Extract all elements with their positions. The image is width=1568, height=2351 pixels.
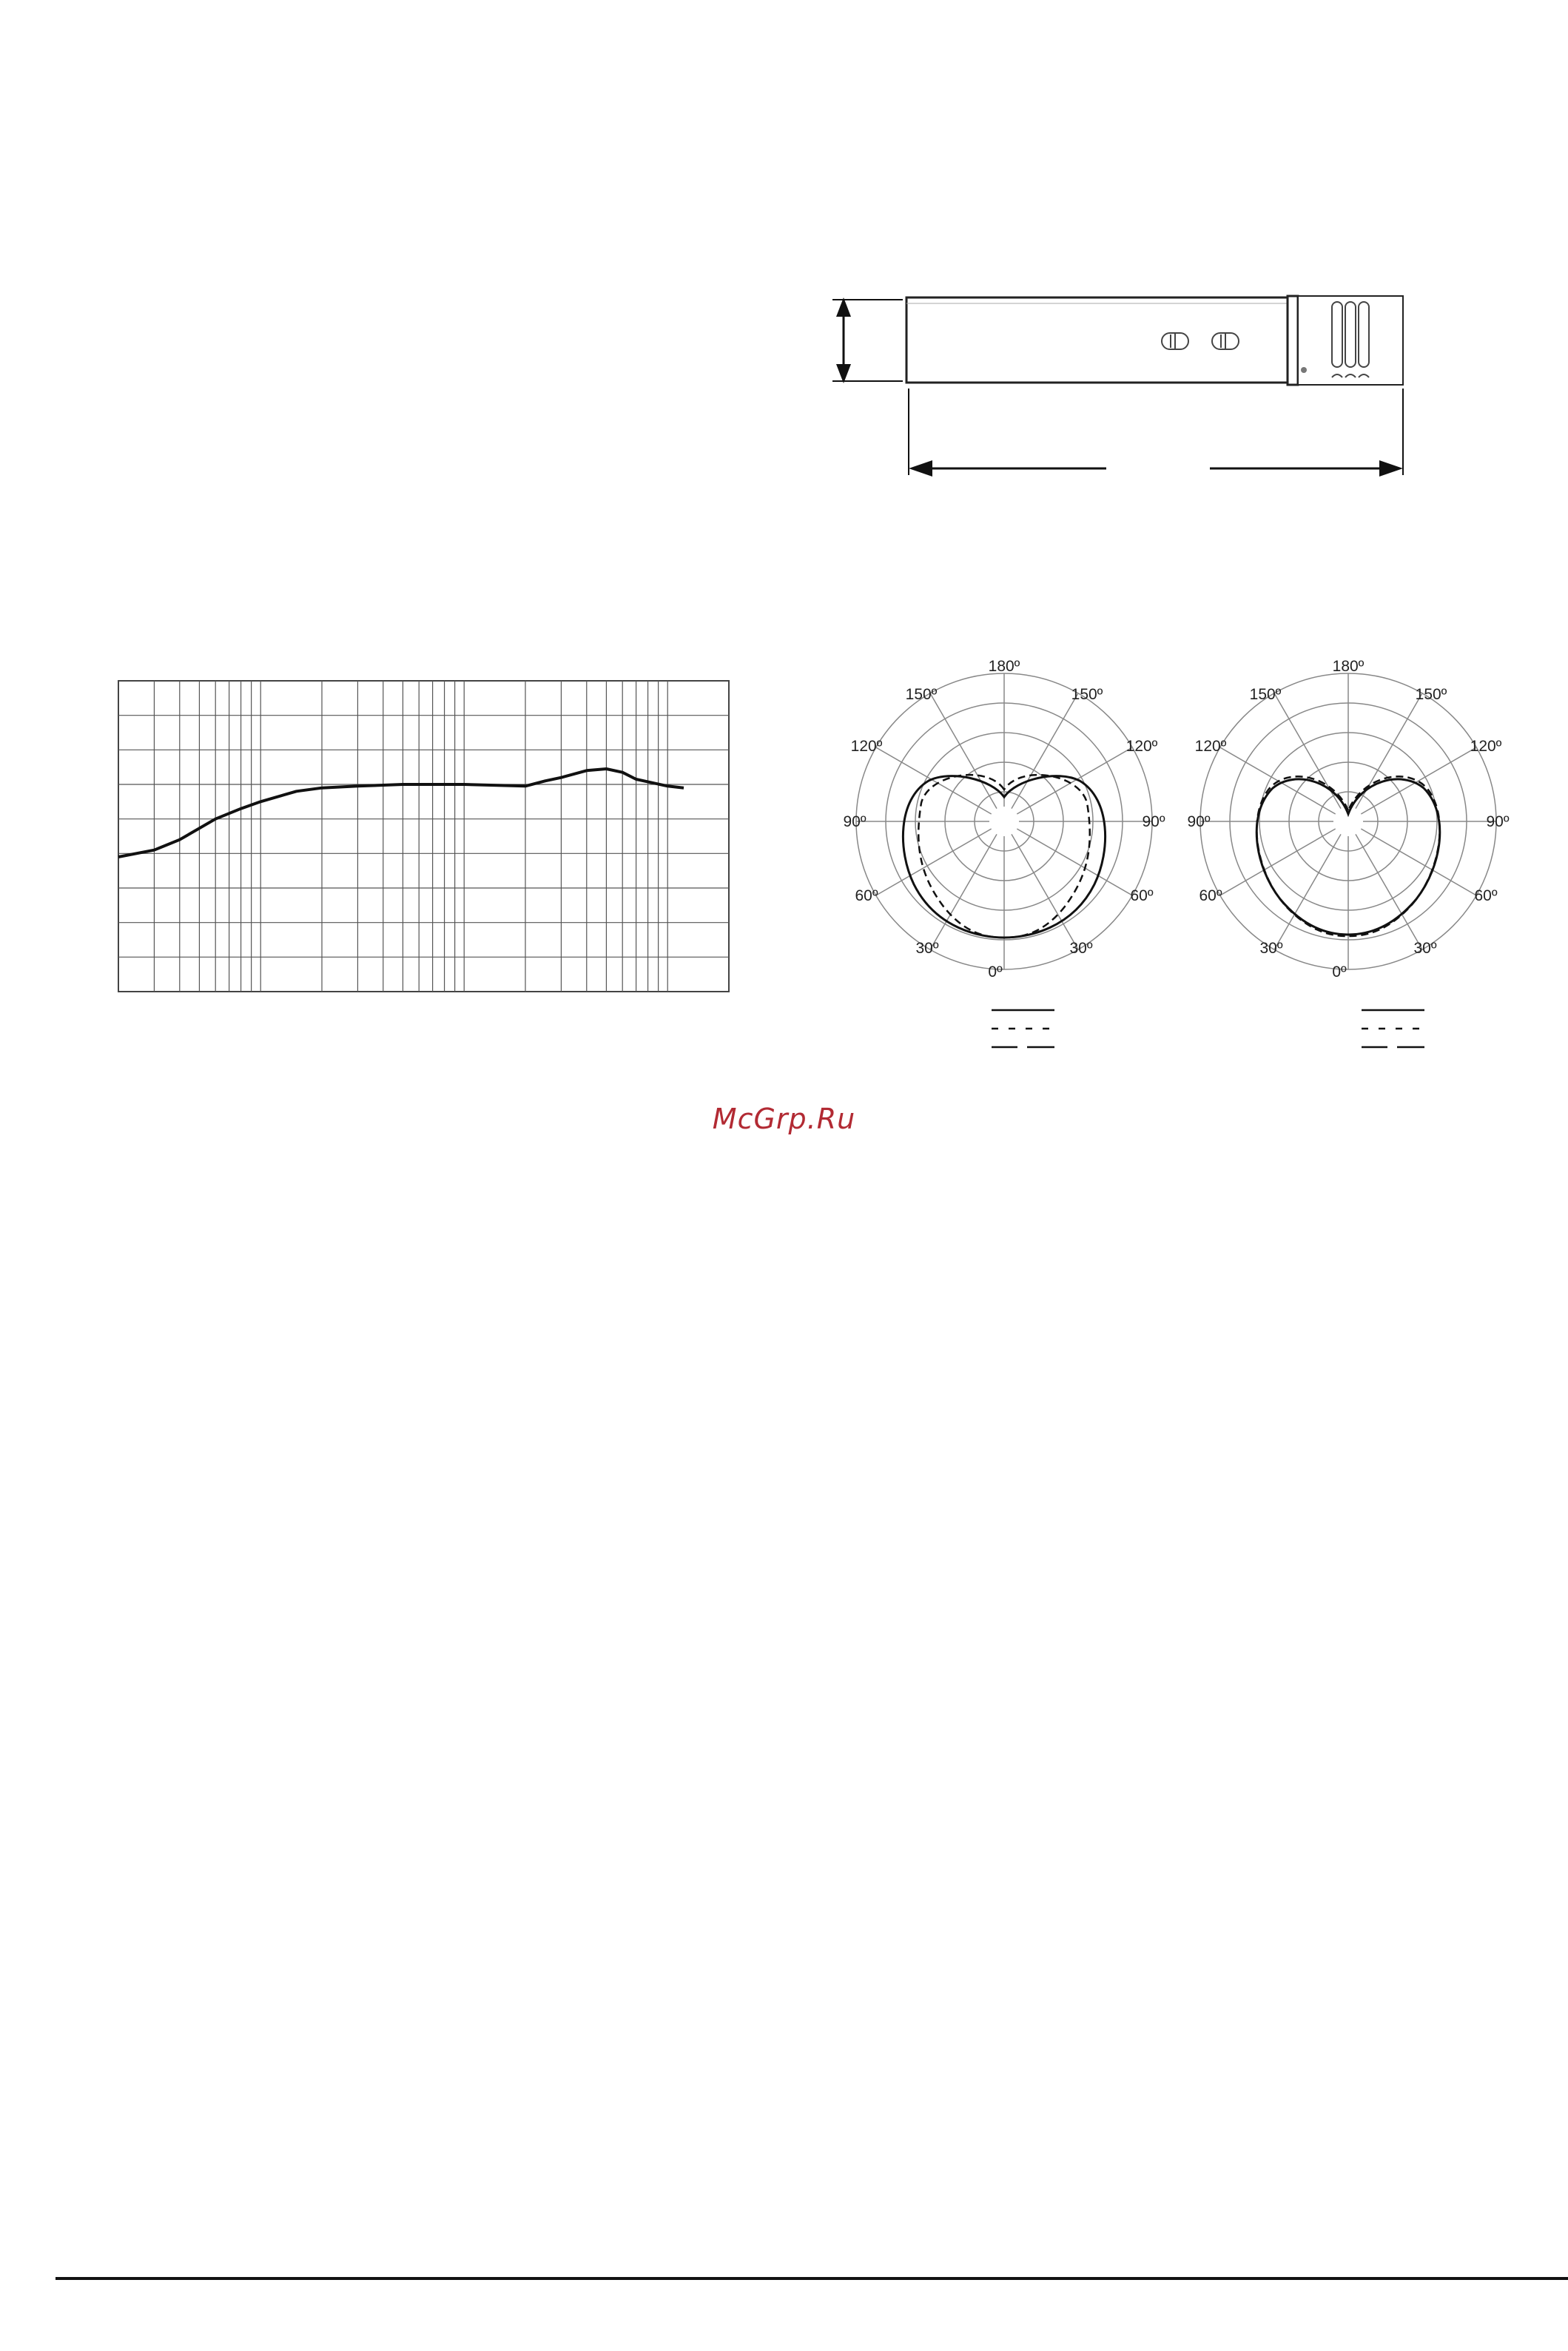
polar-angle-label: 150º — [1415, 686, 1447, 703]
polar-angle-label: 30º — [915, 940, 939, 957]
arrow-right-icon — [1379, 460, 1403, 477]
watermark: McGrp.Ru — [712, 1103, 856, 1135]
capsule-head — [1298, 296, 1403, 385]
arrow-left-icon — [909, 460, 932, 477]
polar-angle-label: 180º — [988, 658, 1020, 675]
polar-pattern-right — [1184, 655, 1517, 1069]
polar-angle-label: 30º — [1413, 940, 1437, 957]
polar-angle-label: 120º — [1470, 738, 1502, 755]
microphone-dimension-drawing — [814, 281, 1421, 488]
microphone-body — [906, 297, 1288, 383]
chart-grid — [118, 681, 729, 992]
polar-angle-label: 150º — [1249, 686, 1282, 703]
polar-angle-label: 90º — [1187, 813, 1211, 830]
polar-pattern-left — [840, 655, 1173, 1069]
polar-angle-label: 150º — [905, 686, 938, 703]
polar-angle-label: 60º — [1130, 887, 1154, 904]
polar-angle-label: 60º — [855, 887, 878, 904]
legend — [1362, 1010, 1424, 1047]
polar-grid — [1200, 673, 1496, 969]
polar-angle-label: 120º — [1125, 738, 1158, 755]
polar-angle-label: 90º — [1486, 813, 1510, 830]
polar-angle-label: 180º — [1332, 658, 1365, 675]
frequency-response-curve — [118, 769, 684, 857]
chart-frame — [118, 681, 729, 992]
polar-angle-label: 60º — [1199, 887, 1222, 904]
polar-angle-label: 0º — [1332, 963, 1347, 981]
polar-angle-label: 120º — [850, 738, 883, 755]
polar-grid — [856, 673, 1152, 969]
polar-angle-label: 120º — [1194, 738, 1227, 755]
footer-divider — [55, 2277, 1568, 2280]
frequency-response-chart — [115, 677, 736, 1003]
polar-angle-label: 30º — [1259, 940, 1283, 957]
polar-angle-label: 30º — [1069, 940, 1093, 957]
polar-angle-label: 90º — [1142, 813, 1165, 830]
legend — [992, 1010, 1054, 1047]
polar-angle-label: 90º — [843, 813, 867, 830]
polar-angle-label: 0º — [988, 963, 1003, 981]
polar-angle-label: 60º — [1474, 887, 1498, 904]
polar-angle-label: 150º — [1071, 686, 1103, 703]
chart-series-group — [118, 769, 684, 857]
